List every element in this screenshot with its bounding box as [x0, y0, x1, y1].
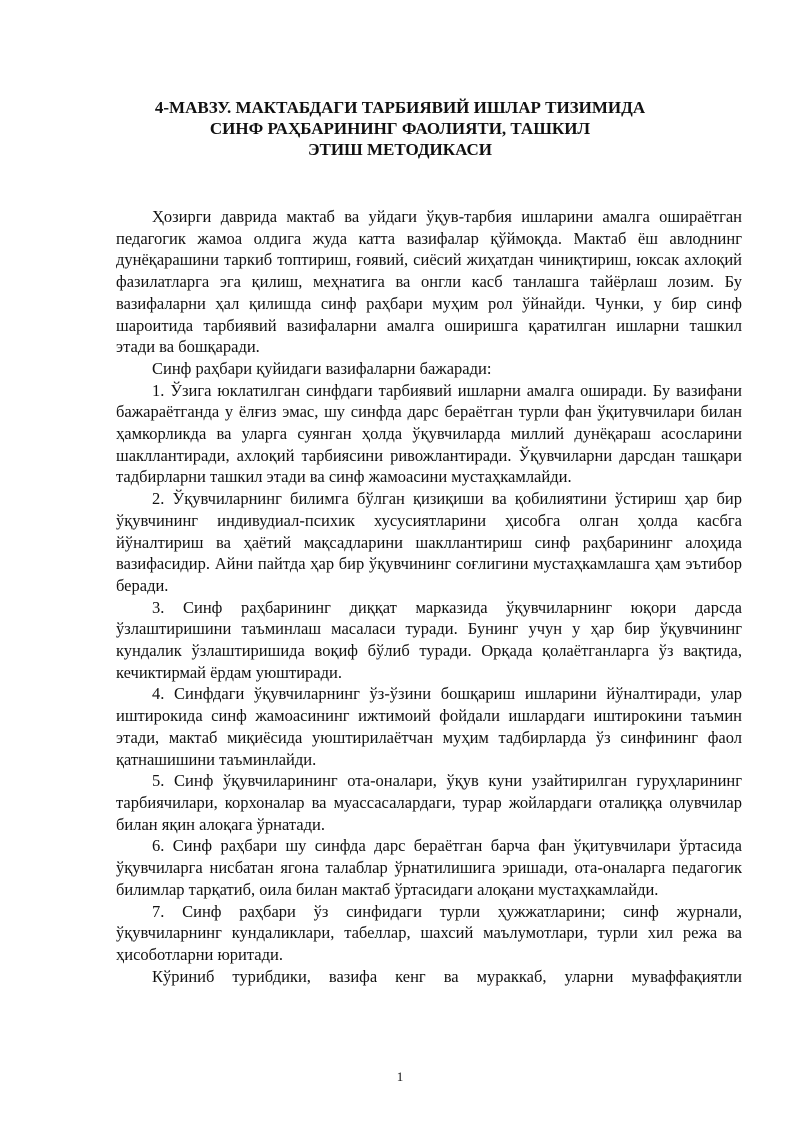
paragraph-duty-5: 5. Синф ўқувчиларининг ота-оналари, ўқув куни узайтирилган гуруҳларининг тарбиячилари, корхоналар ва муассасалардаги, турар жойлардаги оталиққа олувчилар билан яқин алоқага ўрнатади. [116, 771, 742, 834]
paragraph-conclusion: Кўриниб турибдики, вазифа кенг ва мураккаб, уларни муваффақиятли [152, 966, 742, 986]
document-body [116, 206, 742, 987]
paragraph-duty-6: 6. Синф раҳбари шу синфда дарс бераётган барча фан ўқитувчилари ўртасида ўқувчиларга нисбатан ягона талаблар ўрнатилишига эришади, ота-оналарга педагогик билимлар тарқатиб, оила билан мактаб ўртасидаги алоқани мустаҳкамлайди. [116, 836, 742, 899]
page-number: 1 [396, 1069, 404, 1084]
paragraph-duty-4: 4. Синфдаги ўқувчиларнинг ўз-ўзини бошқариш ишларини йўналтиради, улар иштирокида синф жамоасининг ижтимоий фойдали ишлардаги иштирокини таъмин этади, мактаб миқиёсида уюштирилаётчан муҳим тадбирларда ўз синфининг фаол қатнашишини таъминлайди. [116, 684, 742, 769]
paragraph-duty-7: 7. Синф раҳбари ўз синфидаги турли ҳужжатларини; синф журнали, ўқувчиларнинг кундаликлари, табеллар, шахсий маълумотлари, турли хил режа ва ҳисоботларни юритади. [116, 901, 742, 964]
paragraph-duty-1: 1. Ўзига юклатилган синфдаги тарбиявий ишларни амалга оширади. Бу вазифани бажараётганда у ёлғиз эмас, шу синфда дарс бераётган турли фан ўқитувчилари билан ҳамкорликда ва уларга суянган ҳолда ўқувчиларда миллий дунёқараш асосларини шакллантиради, ахлоқий тарбиясини ривожлантиради. Ўқувчиларни дарсдан ташқари тадбирларни ташкил этади ва синф жамоасини мустаҳкамлайди. [116, 380, 742, 487]
paragraph-intro: Ҳозирги даврида мактаб ва уйдаги ўқув-тарбия ишларини амалга ошираётган педагогик жамоа олдига жуда катта вазифалар қўймоқда. Мактаб ёш авлоднинг дунёқарашини таркиб топтириш, ғоявий, сиёсий жиҳатдан чиниқтириш, юксак ахлоқий фазилатларга эга қилиш, меҳнатига ва онгли касб танлашга тайёрлаш лозим. Бу вазифаларни ҳал қилишда синф раҳбари муҳим рол ўйнайди. Чунки, у бир синф шароитида тарбиявий вазифаларни амалга оширишга қаратилган ишларни ташкил этади ва бошқаради. [116, 207, 742, 357]
title-line-3: ЭТИШ МЕТОДИКАСИ [307, 140, 493, 159]
paragraph-duty-3: 3. Синф раҳбарининг диққат марказида ўқувчиларнинг юқори дарсда ўзлаштиришини таъминлаш масаласи туради. Бунинг учун у ҳар бир ўқувчининг кундалик ўзлаштиришида воқиф бўлиб туради. Орқада қолаётганларга ўз вақтида, кечиктирмай ёрдам уюштиради. [116, 597, 742, 682]
title-line-1: 4-МАВЗУ. МАКТАБДАГИ ТАРБИЯВИЙ ИШЛАР ТИЗИМИДА [154, 98, 646, 117]
document-title [116, 97, 684, 160]
paragraph-duty-2: 2. Ўқувчиларнинг билимга бўлган қизиқиши ва қобилиятини ўстириш ҳар бир ўқувчининг индивудиал-психик хусусиятларини ҳисобга олган ҳолда касбга йўналтириш ва ҳаётий мақсадларини шакллантириш синф раҳбарининг алоҳида вазифасидир. Айни пайтда ҳар бир ўқувчининг соғлигини мустаҳкамлашга ҳам эътибор беради. [116, 489, 742, 595]
title-line-2: СИНФ РАҲБАРИНИНГ ФАОЛИЯТИ, ТАШКИЛ [209, 119, 591, 138]
paragraph-duties-heading: Синф раҳбари қуйидаги вазифаларни бажаради: [152, 358, 492, 378]
